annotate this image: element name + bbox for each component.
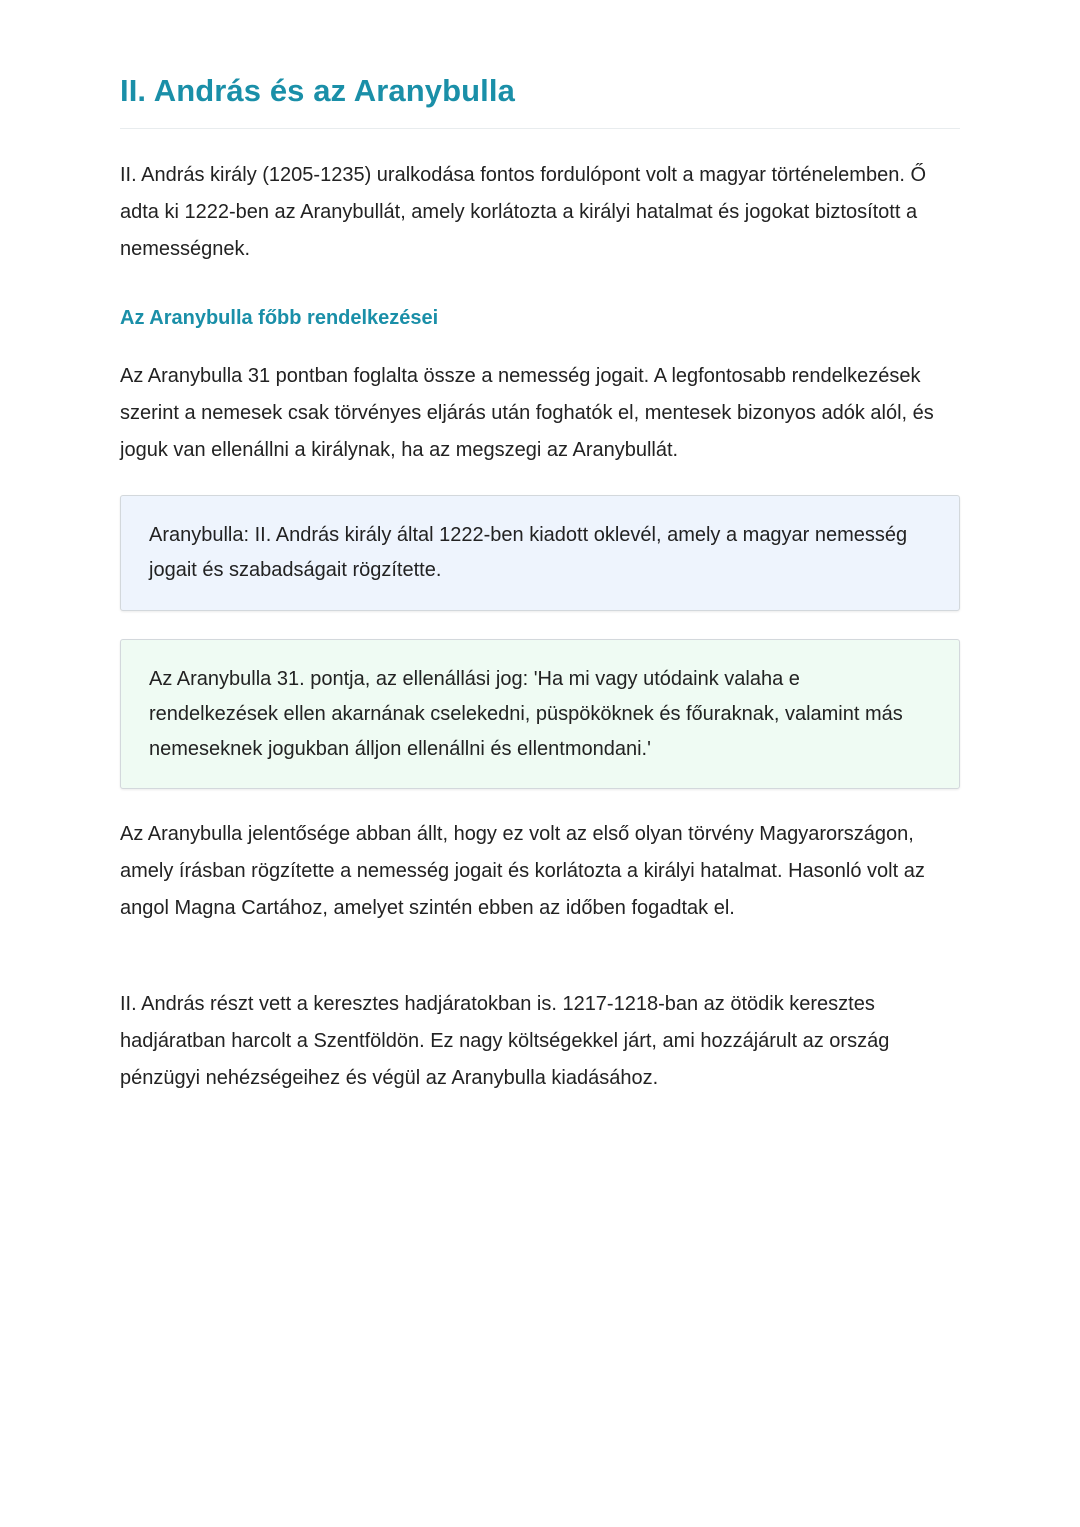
- significance-paragraph: Az Aranybulla jelentősége abban állt, hogy ez volt az első olyan törvény Magyarországon, amely írásban rögzítette a nemesség jogait és korlátozta a királyi hatalmat. Hasonló volt az angol Magna Cartához, amelyet szintén ebben az időben fogadtak el.: [120, 823, 925, 919]
- definition-box: [120, 495, 960, 611]
- quote-text: Az Aranybulla 31. pontja, az ellenállási jog: 'Ha mi vagy utódaink valaha e rendelkezések ellen akarnának cselekedni, püspököknek és főuraknak, valamint más nemeseknek jogukban álljon ellenállni és ellentmondani.': [149, 668, 903, 760]
- section-heading: Az Aranybulla főbb rendelkezései: [120, 307, 439, 329]
- page-title: II. András és az Aranybulla: [120, 73, 515, 108]
- title-divider: [120, 128, 960, 129]
- provisions-paragraph: Az Aranybulla 31 pontban foglalta össze a nemesség jogait. A legfontosabb rendelkezések szerint a nemesek csak törvényes eljárás után foghatók el, mentesek bizonyos adók alól, és joguk van ellenállni a királynak, ha az megszegi az Aranybullát.: [120, 365, 934, 461]
- crusade-paragraph: II. András részt vett a keresztes hadjáratokban is. 1217-1218-ban az ötödik keresztes hadjáratban harcolt a Szentföldön. Ez nagy költségekkel járt, ami hozzájárult az ország pénzügyi nehézségeihez és végül az Aranybulla kiadásához.: [120, 993, 890, 1089]
- definition-text: Aranybulla: II. András király által 1222-ben kiadott oklevél, amely a magyar nemesség jogait és szabadságait rögzítette.: [149, 524, 908, 581]
- intro-paragraph: II. András király (1205-1235) uralkodása fontos fordulópont volt a magyar történelemben. Ő adta ki 1222-ben az Aranybullát, amely korlátozta a királyi hatalmat és jogokat biztosított a nemességnek.: [120, 164, 927, 260]
- quote-box: [120, 639, 960, 789]
